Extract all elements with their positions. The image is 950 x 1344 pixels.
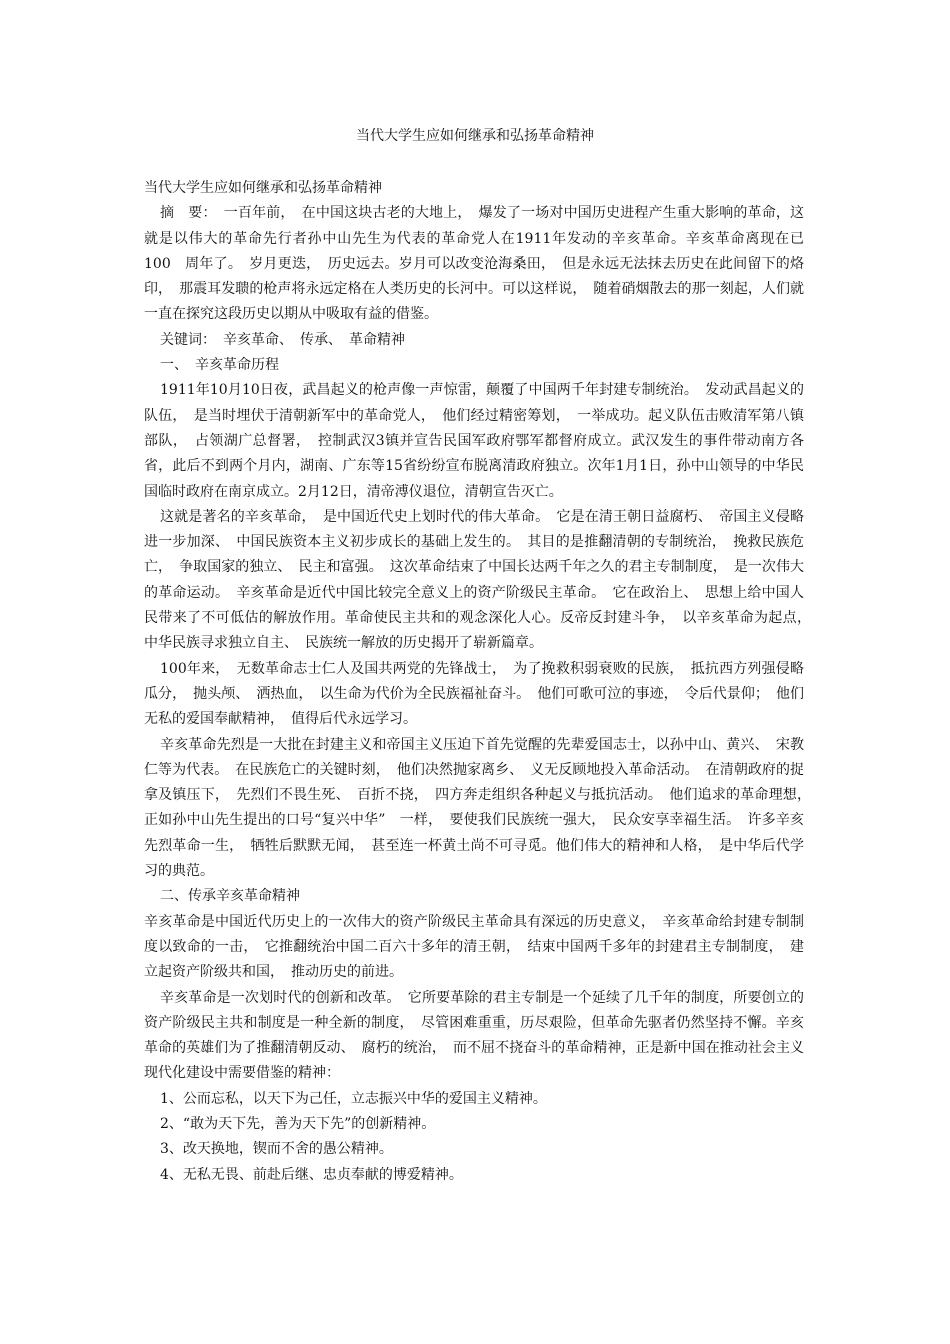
section-heading-2: 二、传承辛亥革命精神 — [160, 888, 300, 905]
body-paragraph: 辛亥革命是一次划时代的创新和改革。 它所要革除的君主专制是一个延续了几千年的制度，所要创立的资产阶级民主共和制度是一种全新的制度， 尽管困难重重，历尽艰险，但革命先驱者仍然坚持不懈。辛亥革命的英雄们为了推翻清朝反动、 腐朽的统治， 而不屈不挠奋斗的革命精神，正是新中国在推动社会主义现代化建设中需要借鉴的精神： — [144, 989, 804, 1082]
list-item: 4、无私无畏、前赴后继、忠贞奉献的博爱精神。 — [160, 1166, 463, 1183]
list-item: 1、公而忘私，以天下为己任，立志振兴中华的爱国主义精神。 — [160, 1090, 547, 1107]
list-item: 3、改天换地，锲而不舍的愚公精神。 — [160, 1141, 393, 1158]
abstract-paragraph: 摘 要： 一百年前， 在中国这块古老的大地上， 爆发了一场对中国历史进程产生重大影响的革命，这就是以伟大的革命先行者孙中山先生为代表的革命党人在1911年发动的辛亥革命。辛亥革命离现在已 100 周年了。 岁月更迭， 历史远去。岁月可以改变沧海桑田， 但是永远无法抹去历史在此间留下的烙印， 那震耳发聩的枪声将永远定格在人类历史的长河中。可以这样说， 随着硝烟散去的那一刻起，人们就一直在探究这段历史以期从中吸取有益的借鉴。 — [144, 205, 818, 323]
body-paragraph: 这就是著名的辛亥革命， 是中国近代史上划时代的伟大革命。 它是在清王朝日益腐朽、 帝国主义侵略进一步加深、 中国民族资本主义初步成长的基础上发生的。 其目的是推翻清朝的专制统治， 挽救民族危亡， 争取国家的独立、 民主和富强。 这次革命结束了中国长达两千年之久的君主专制制度， 是一次伟大的革命运动。 辛亥革命是近代中国比较完全意义上的资产阶级民主革命。 它在政治上、 思想上给中国人民带来了不可低估的解放作用。革命使民主共和的观念深化人心。反帝反封建斗争， 以辛亥革命为起点， 中华民族寻求独立自主、 民族统一解放的历史揭开了崭新篇章。 — [144, 508, 818, 652]
body-paragraph: 辛亥革命先烈是一大批在封建主义和帝国主义压迫下首先觉醒的先辈爱国志士，以孙中山、黄兴、 宋教仁等为代表。 在民族危亡的关键时刻， 他们决然抛家离乡、 义无反顾地投入革命活动。 在清朝政府的捉拿及镇压下， 先烈们不畏生死、 百折不挠， 四方奔走组织各种起义与抵抗活动。 他们追求的革命理想， 正如孙中山先生提出的口号“复兴中华” 一样， 要使我们民族统一强大， 民众安享幸福生活。 许多辛亥先烈革命一生， 牺牲后默默无闻， 甚至连一杯黄土尚不可寻觅。他们伟大的精神和人格， 是中华后代学习的典范。 — [144, 736, 818, 880]
keywords-line: 关键词： 辛亥革命、 传承、 革命精神 — [160, 331, 405, 348]
body-paragraph: 1911年10月10日夜，武昌起义的枪声像一声惊雷，颠覆了中国两千年封建专制统治。 发动武昌起义的队伍， 是当时埋伏于清朝新军中的革命党人， 他们经过精密筹划， 一举成功。起义队伍击败清军第八镇部队， 占领湖广总督署， 控制武汉3镇并宣告民国军政府鄂军都督府成立。武汉发生的事件带动南方各省，此后不到两个月内，湖南、广东等15省纷纷宣布脱离清政府独立。次年1月1日，孙中山领导的中华民国临时政府在南京成立。2月12日，清帝溥仪退位，清朝宣告灭亡。 — [144, 382, 804, 500]
page-title: 当代大学生应如何继承和弘扬革命精神 — [356, 128, 594, 144]
document-subtitle: 当代大学生应如何继承和弘扬革命精神 — [144, 180, 382, 196]
body-paragraph: 100年来， 无数革命志士仁人及国共两党的先锋战士， 为了挽救积弱衰败的民族， 抵抗西方列强侵略瓜分， 抛头颅、 洒热血， 以生命为代价为全民族福祉奋斗。 他们可歌可泣的事迹， 令后代景仰； 他们无私的爱国奉献精神， 值得后代永远学习。 — [144, 660, 804, 728]
list-item: 2、“敢为天下先，善为天下先”的创新精神。 — [160, 1115, 436, 1132]
document-body — [144, 176, 818, 1188]
section-heading-1: 一、 辛亥革命历程 — [160, 357, 279, 374]
body-paragraph: 辛亥革命是中国近代历史上的一次伟大的资产阶级民主革命具有深远的历史意义， 辛亥革命给封建专制制度以致命的一击， 它推翻统治中国二百六十多年的清王朝， 结束中国两千多年的封建君主专制制度， 建立起资产阶级共和国， 推动历史的前进。 — [144, 913, 804, 981]
